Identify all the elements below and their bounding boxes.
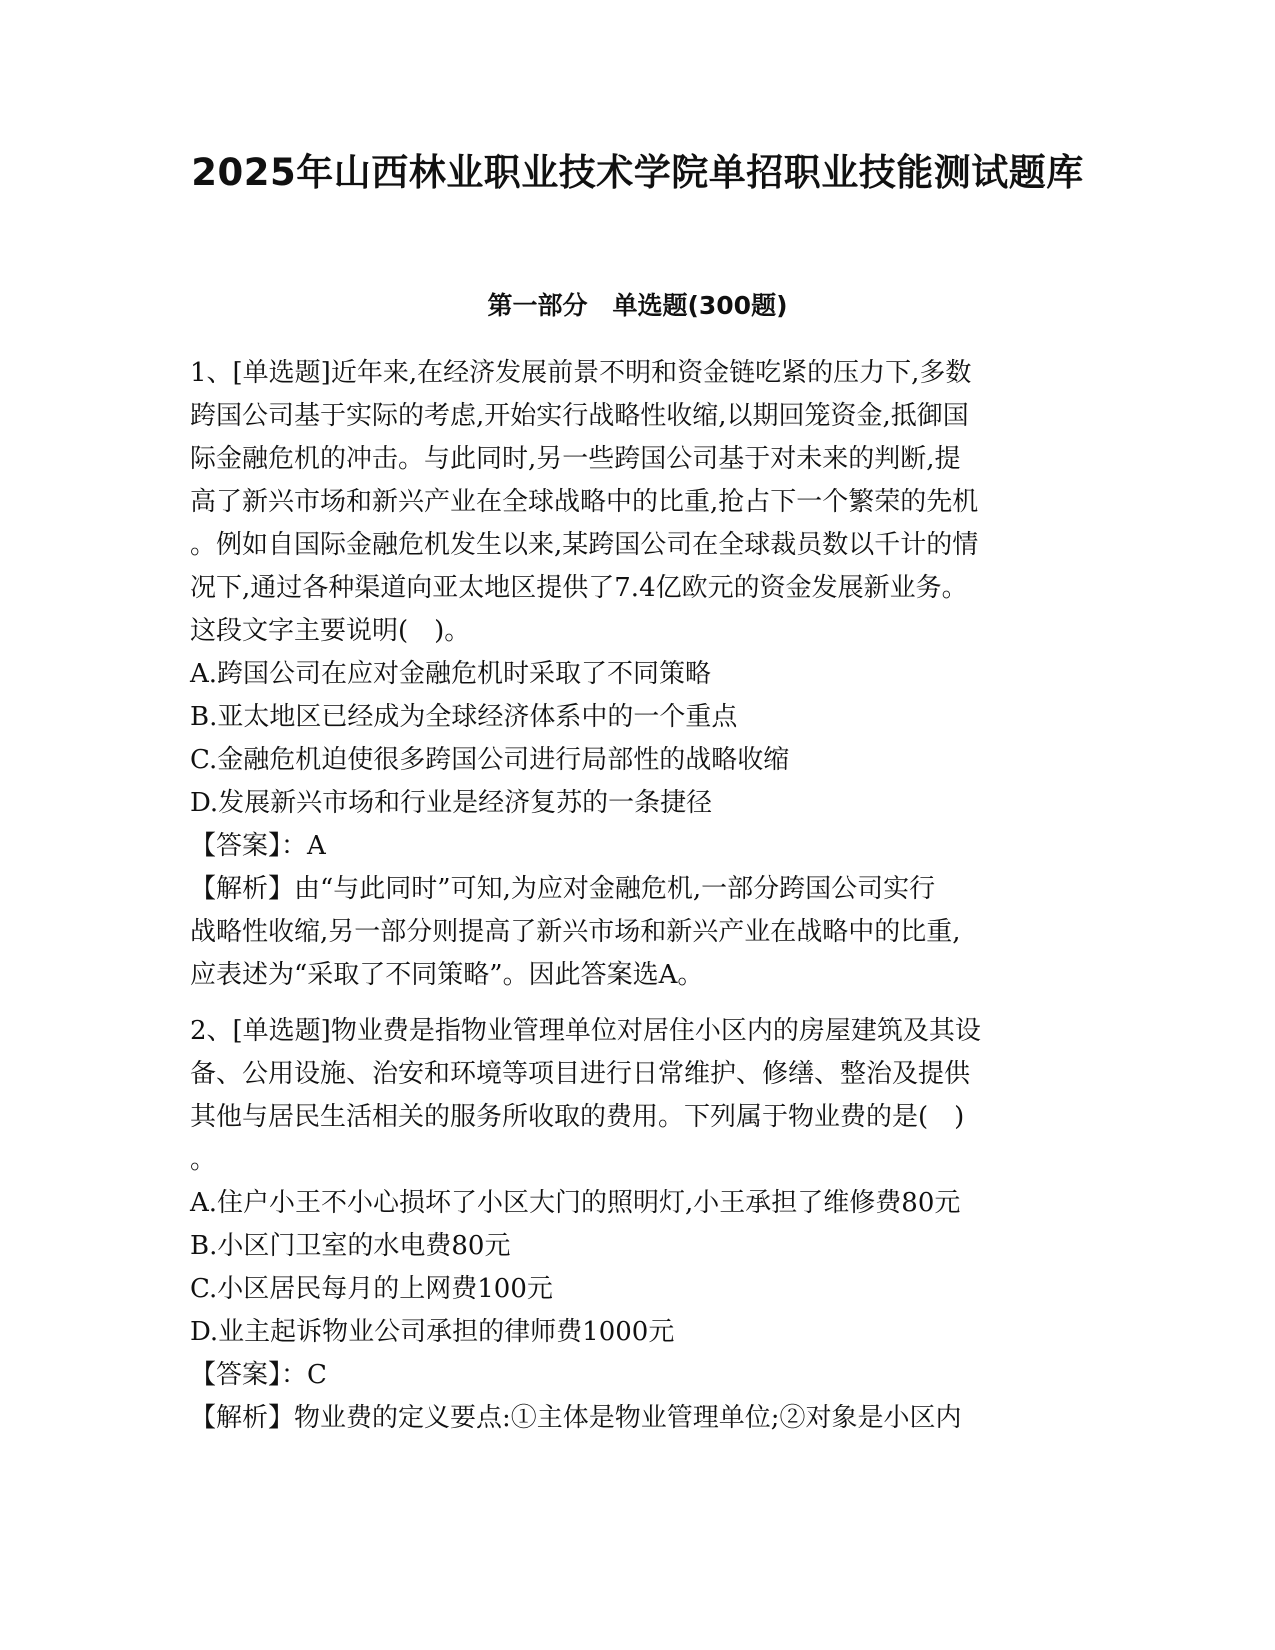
question-stem-line: 际金融危机的冲击。与此同时,另一些跨国公司基于对未来的判断,提 (190, 444, 961, 474)
analysis-line: 应表述为“采取了不同策略”。因此答案选A。 (190, 960, 704, 990)
question-separator (190, 997, 1090, 1010)
option-c: C.金融危机迫使很多跨国公司进行局部性的战略收缩 (190, 745, 790, 775)
question-list (190, 352, 1090, 1440)
question-stem-line: 备、公用设施、治安和环境等项目进行日常维护、修缮、整治及提供 (190, 1059, 971, 1089)
document-title: 2025年山西林业职业技术学院单招职业技能测试题库 (191, 151, 1084, 194)
question-stem-line: 这段文字主要说明( )。 (190, 616, 471, 646)
analysis-line: 【解析】物业费的定义要点:①主体是物业管理单位;②对象是小区内 (190, 1403, 962, 1433)
question-stem-line: 高了新兴市场和新兴产业在全球战略中的比重,抢占下一个繁荣的先机 (190, 487, 979, 517)
option-c: C.小区居民每月的上网费100元 (190, 1274, 553, 1304)
option-a: A.跨国公司在应对金融危机时采取了不同策略 (190, 659, 712, 689)
answer-line: 【答案】：A (190, 831, 326, 861)
question-stem-line: 1、[单选题]近年来,在经济发展前景不明和资金链吃紧的压力下,多数 (190, 358, 972, 388)
analysis-line: 【解析】由“与此同时”可知,为应对金融危机,一部分跨国公司实行 (190, 874, 936, 904)
option-b: B.亚太地区已经成为全球经济体系中的一个重点 (190, 702, 738, 732)
option-a: A.住户小王不小心损坏了小区大门的照明灯,小王承担了维修费80元 (190, 1188, 961, 1218)
question-stem-line: 跨国公司基于实际的考虑,开始实行战略性收缩,以期回笼资金,抵御国 (190, 401, 969, 431)
question-stem-line: 。 (190, 1145, 217, 1175)
option-b: B.小区门卫室的水电费80元 (190, 1231, 511, 1261)
option-d: D.发展新兴市场和行业是经济复苏的一条捷径 (190, 788, 713, 818)
option-d: D.业主起诉物业公司承担的律师费1000元 (190, 1317, 675, 1347)
answer-line: 【答案】：C (190, 1360, 327, 1390)
analysis-line: 战略性收缩,另一部分则提高了新兴市场和新兴产业在战略中的比重, (190, 917, 961, 947)
question-stem-line: 其他与居民生活相关的服务所收取的费用。下列属于物业费的是( ) (190, 1102, 965, 1132)
question-stem-line: 况下,通过各种渠道向亚太地区提供了7.4亿欧元的资金发展新业务。 (190, 573, 968, 603)
question-stem-line: 2、[单选题]物业费是指物业管理单位对居住小区内的房屋建筑及其设 (190, 1016, 981, 1046)
question-2 (190, 1010, 1090, 1440)
section-title: 第一部分 单选题(300题) (487, 291, 788, 320)
question-1 (190, 352, 1090, 997)
question-stem-line: 。例如自国际金融危机发生以来,某跨国公司在全球裁员数以千计的情 (190, 530, 979, 560)
